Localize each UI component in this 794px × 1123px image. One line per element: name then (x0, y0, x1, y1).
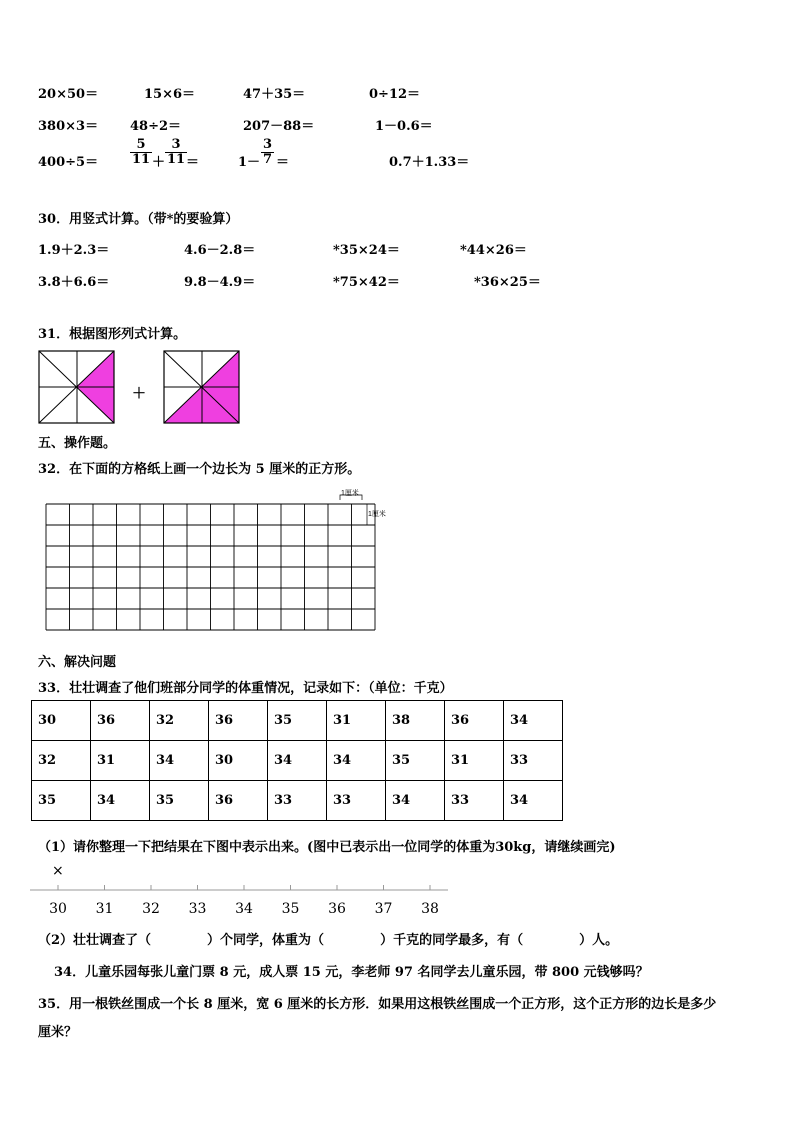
question-35-line1: 35．用一根铁丝围成一个长 8 厘米，宽 6 厘米的长方形．如果用这根铁丝围成一个正方形，这个正方形的边长是多少 (38, 997, 717, 1012)
table-cell: 36 (445, 701, 504, 741)
table-cell: 30 (32, 701, 91, 741)
unit-label-top: 1厘米 (341, 490, 359, 497)
calc-item: 48÷2＝ (130, 119, 182, 134)
plus-sign: ＋ (152, 155, 166, 170)
tick-label: 36 (328, 901, 346, 917)
table-cell: 35 (386, 741, 445, 781)
number-line[interactable] (30, 858, 460, 920)
table-cell: 34 (150, 741, 209, 781)
table-cell: 30 (209, 741, 268, 781)
table-cell: 33 (445, 781, 504, 821)
tick-label: 37 (374, 901, 393, 917)
calc-item: 4.6－2.8＝ (184, 243, 256, 258)
table-cell: 31 (445, 741, 504, 781)
calc-item: 1.9＋2.3＝ (38, 243, 110, 258)
fraction-figure-left (38, 350, 116, 425)
question-33-title: 33．壮壮调查了他们班部分同学的体重情况，记录如下：（单位：千克） (38, 681, 453, 696)
question-31-title: 31．根据图形列式计算。 (38, 327, 187, 342)
unit-label-right: 1厘米 (368, 511, 386, 518)
fraction: $\frac{3}{11}$ (167, 137, 186, 167)
table-cell: 35 (150, 781, 209, 821)
table-cell: 34 (504, 701, 563, 741)
tick-label: 35 (281, 901, 300, 917)
tick-label: 32 (142, 901, 160, 917)
calc-item: *44×26＝ (460, 243, 527, 258)
table-row (32, 781, 563, 821)
table-cell: 32 (150, 701, 209, 741)
tick-label: 34 (235, 901, 253, 917)
table-cell: 34 (327, 741, 386, 781)
tick-label: 38 (421, 901, 439, 917)
table-row (32, 701, 563, 741)
table-cell: 33 (504, 741, 563, 781)
cross-mark: × (52, 863, 64, 879)
grid-paper[interactable] (44, 488, 394, 638)
calc-item: 380×3＝ (38, 119, 99, 134)
table-cell: 35 (268, 701, 327, 741)
calc-item: *75×42＝ (333, 275, 400, 290)
calc-item: 1－ (238, 155, 261, 170)
calc-item: 1－0.6＝ (375, 119, 433, 134)
calc-item: 3.8＋6.6＝ (38, 275, 110, 290)
table-cell: 36 (209, 701, 268, 741)
question-30-title: 30．用竖式计算。（带*的要验算） (38, 212, 239, 227)
calc-item: 9.8－4.9＝ (184, 275, 256, 290)
question-35-line2: 厘米？ (38, 1025, 78, 1040)
calc-item: 400÷5＝ (38, 155, 99, 170)
tick-label: 30 (49, 901, 67, 917)
section-6-heading: 六、解决问题 (38, 655, 117, 670)
calc-item: 15×6＝ (144, 87, 196, 102)
question-32-title: 32．在下面的方格纸上画一个边长为 5 厘米的正方形。 (38, 462, 361, 477)
table-cell: 31 (327, 701, 386, 741)
fraction-figure-right (163, 350, 241, 425)
table-cell: 34 (91, 781, 150, 821)
table-cell: 36 (209, 781, 268, 821)
table-cell: 35 (32, 781, 91, 821)
calc-item: 47＋35＝ (243, 87, 306, 102)
equals-sign: ＝ (276, 155, 290, 170)
fraction: $\frac{3}{7}$ (263, 137, 273, 167)
table-cell: 33 (327, 781, 386, 821)
calc-item: 0.7＋1.33＝ (389, 155, 470, 170)
tick-label: 31 (95, 901, 114, 917)
table-cell: 31 (91, 741, 150, 781)
calc-item: 0÷12＝ (369, 87, 421, 102)
table-cell: 34 (268, 741, 327, 781)
calc-item: *35×24＝ (333, 243, 400, 258)
table-cell: 34 (386, 781, 445, 821)
plus-sign: ＋ (132, 386, 146, 402)
table-cell: 32 (32, 741, 91, 781)
table-cell: 38 (386, 701, 445, 741)
table-row (32, 741, 563, 781)
table-cell: 34 (504, 781, 563, 821)
weight-table (31, 700, 563, 821)
section-5-heading: 五、操作题。 (38, 436, 117, 451)
calc-item: 207－88＝ (243, 119, 315, 134)
equals-sign: ＝ (186, 155, 200, 170)
question-34: 34．儿童乐园每张儿童门票 8 元，成人票 15 元，李老师 97 名同学去儿童乐园，带 800 元钱够吗？ (54, 965, 649, 980)
unit-bracket-right (363, 504, 367, 525)
question-33-sub1: （1）请你整理一下把结果在下图中表示出来。(图中已表示出一位同学的体重为30kg，请继续画完) (38, 840, 616, 855)
fraction: $\frac{5}{11}$ (132, 137, 151, 167)
table-cell: 33 (268, 781, 327, 821)
calc-item: *36×25＝ (474, 275, 541, 290)
table-cell: 36 (91, 701, 150, 741)
tick-label: 33 (188, 901, 207, 917)
question-33-sub2: （2）壮壮调查了（ ）个同学，体重为（ ）千克的同学最多，有（ ）人。 (38, 933, 619, 948)
calc-item: 20×50＝ (38, 87, 99, 102)
